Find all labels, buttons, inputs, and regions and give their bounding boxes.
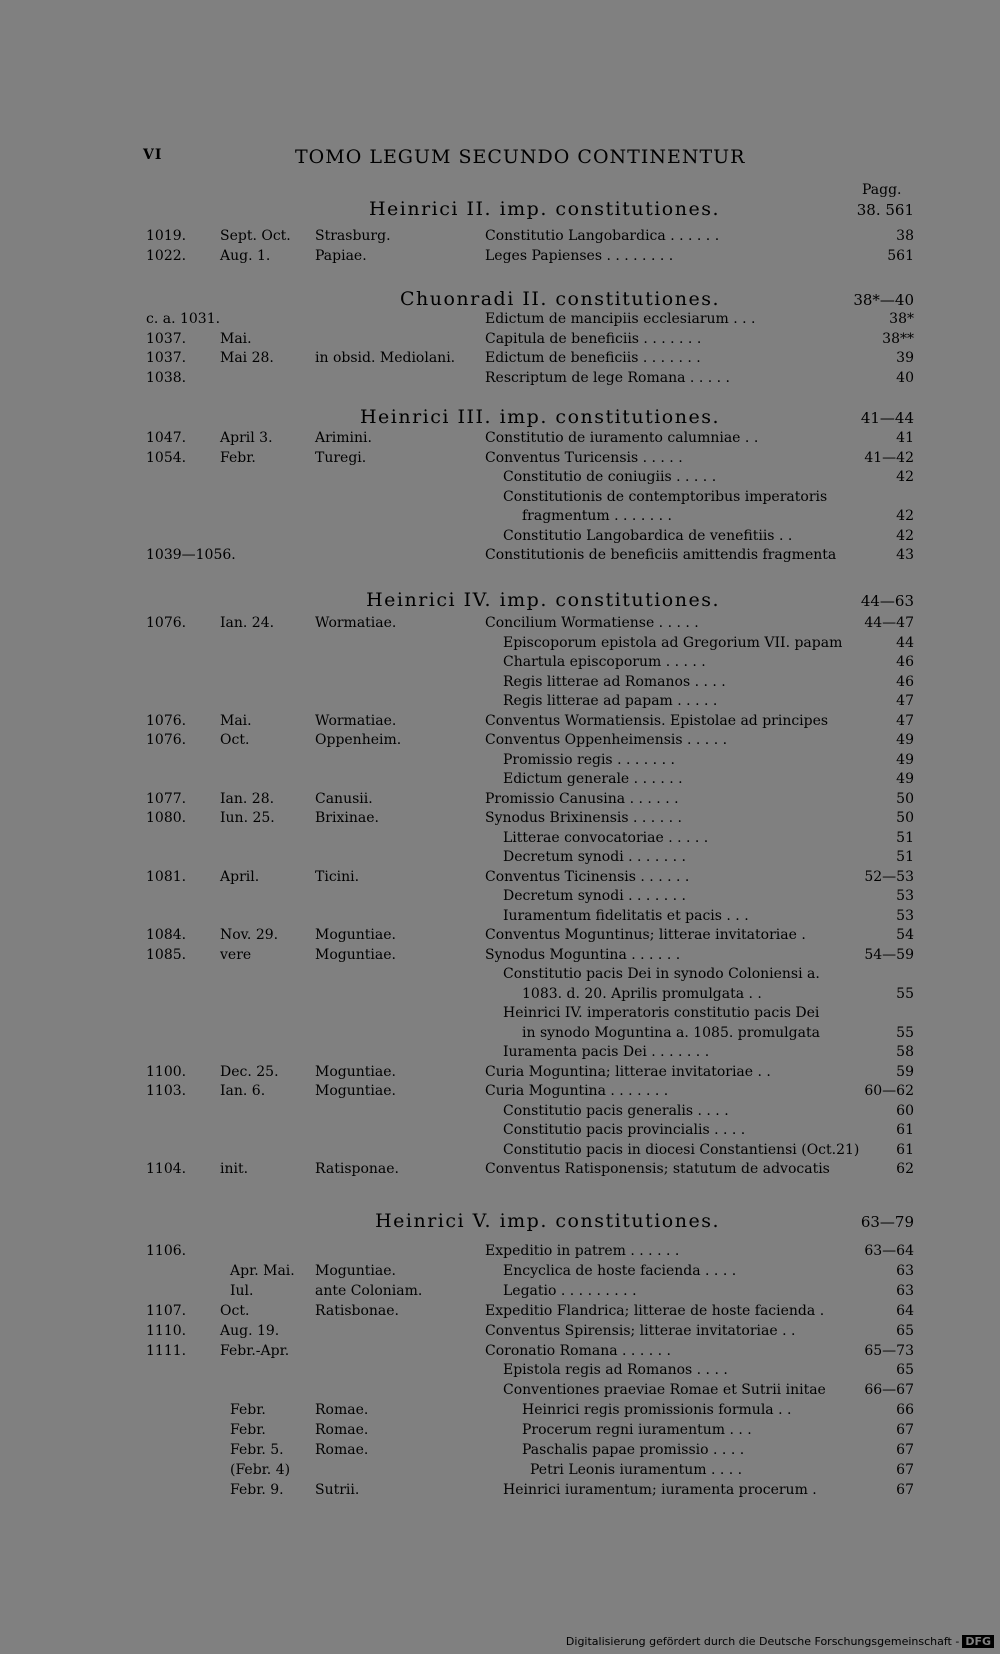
entry-title: Constitutionis de contemptoribus imperatoris	[503, 488, 828, 505]
page-number: VI	[143, 147, 163, 163]
entry-date: Apr. Mai.	[230, 1262, 295, 1279]
entry-page: 40	[896, 369, 914, 386]
entry-place: Ratisponae.	[315, 1161, 399, 1177]
entry-page: 67	[896, 1481, 914, 1498]
entry-place: Wormatiae.	[315, 712, 397, 729]
entry-page: 53	[896, 888, 914, 904]
entry-page: 53	[896, 907, 914, 924]
toc-entry	[0, 1005, 1000, 1025]
toc-entry	[0, 1343, 1000, 1363]
entry-title: Conventus Moguntinus; litterae invitatoriae .	[485, 927, 806, 943]
entry-page: 39	[896, 350, 914, 366]
toc-entry	[0, 927, 1000, 947]
toc-entry	[0, 1382, 1000, 1402]
entry-title: Expeditio in patrem . . . . . .	[485, 1243, 680, 1259]
entry-date: Sept. Oct.	[220, 228, 291, 244]
entry-date: init.	[220, 1161, 249, 1177]
toc-entry	[0, 469, 1000, 489]
entry-date: Febr. 9.	[230, 1481, 284, 1498]
entry-year: 1100.	[146, 1063, 187, 1080]
toc-entry	[0, 752, 1000, 772]
toc-entry	[0, 713, 1000, 733]
entry-title: Edictum de mancipiis ecclesiarum . . .	[485, 311, 756, 327]
section-pages: 38*—40	[853, 291, 914, 309]
entry-year: 1076.	[146, 615, 187, 631]
toc-entry	[0, 1044, 1000, 1064]
entry-title: Synodus Moguntina . . . . . .	[485, 946, 681, 963]
entry-year: 1037.	[146, 350, 187, 366]
entry-year: 1037.	[146, 330, 187, 347]
section-pages: 38. 561	[856, 201, 914, 219]
entry-page: 51	[896, 829, 914, 846]
entry-place: Ticini.	[315, 868, 360, 885]
entry-date: Nov. 29.	[220, 927, 279, 943]
toc-entry	[0, 248, 1000, 268]
entry-place: Brixinae.	[315, 810, 379, 826]
entry-page: 42	[896, 469, 914, 485]
entry-place: ante Coloniam.	[315, 1282, 423, 1299]
entry-title: Conventiones praeviae Romae et Sutrii initae	[503, 1382, 826, 1399]
entry-page: 65	[896, 1362, 914, 1379]
entry-title: Edictum de beneficiis . . . . . . .	[485, 350, 701, 366]
entry-title: Legatio . . . . . . . . .	[503, 1282, 637, 1299]
entry-title: Decretum synodi . . . . . . .	[503, 849, 686, 865]
entry-title: Constitutio pacis Dei in synodo Coloniensi a.	[503, 966, 820, 982]
entry-page: 61	[896, 1122, 914, 1138]
entry-page: 67	[896, 1442, 914, 1458]
entry-title: Rescriptum de lege Romana . . . . .	[485, 369, 730, 386]
toc-entry	[0, 888, 1000, 908]
entry-page: 66	[896, 1402, 914, 1419]
toc-entry	[0, 1122, 1000, 1142]
entry-title: Constitutio Langobardica . . . . . .	[485, 228, 720, 244]
entry-date: April.	[220, 868, 260, 885]
entry-page: 50	[896, 810, 914, 826]
entry-date: Febr.-Apr.	[220, 1342, 290, 1359]
toc-entry	[0, 350, 1000, 370]
toc-entry	[0, 489, 1000, 509]
entry-title: Constitutio de iuramento calumniae . .	[485, 430, 759, 446]
toc-entry	[0, 908, 1000, 928]
entry-page: 50	[896, 790, 914, 807]
entry-year: 1111.	[146, 1342, 187, 1359]
entry-page: 49	[896, 771, 914, 787]
entry-page: 65—73	[864, 1342, 914, 1359]
toc-entry	[0, 1462, 1000, 1482]
entry-title: 1083. d. 20. Aprilis promulgata . .	[522, 985, 762, 1002]
entry-date: Febr. 5.	[230, 1442, 284, 1458]
entry-page: 63	[896, 1262, 914, 1279]
entry-page: 47	[896, 693, 914, 709]
toc-entry	[0, 791, 1000, 811]
entry-date: Iul.	[230, 1282, 254, 1299]
toc-entry	[0, 1422, 1000, 1442]
entry-place: Arimini.	[315, 430, 372, 446]
running-title: TOMO LEGUM SECUNDO CONTINENTUR	[295, 146, 746, 168]
entry-place: Moguntiae.	[315, 1262, 396, 1279]
entry-year: 1107.	[146, 1302, 187, 1319]
entry-page: 55	[896, 1024, 914, 1041]
entry-place: Turegi.	[315, 449, 367, 466]
entry-page: 63—64	[864, 1243, 914, 1259]
toc-entry	[0, 311, 1000, 331]
entry-place: Romae.	[315, 1422, 369, 1439]
toc-entry	[0, 1482, 1000, 1502]
entry-title: Encyclica de hoste facienda . . . .	[503, 1262, 737, 1279]
entry-title: Regis litterae ad papam . . . . .	[503, 693, 718, 709]
entry-place: Oppenheim.	[315, 732, 402, 748]
entry-page: 38*	[889, 311, 914, 327]
entry-date: vere	[220, 946, 252, 963]
entry-page: 54—59	[864, 946, 914, 963]
toc-entry	[0, 1283, 1000, 1303]
entry-page: 55	[896, 985, 914, 1002]
toc-entry	[0, 547, 1000, 567]
entry-page: 60	[896, 1102, 914, 1119]
entry-page: 62	[896, 1161, 914, 1177]
toc-entry	[0, 1083, 1000, 1103]
toc-entry	[0, 450, 1000, 470]
entry-title: Constitutio pacis provincialis . . . .	[503, 1122, 746, 1138]
dfg-logo: DFG	[962, 1635, 994, 1648]
entry-title: in synodo Moguntina a. 1085. promulgata	[522, 1024, 820, 1041]
toc-entry	[0, 1142, 1000, 1162]
entry-title: Curia Moguntina; litterae invitatoriae . .	[485, 1063, 771, 1080]
entry-date: Febr.	[220, 449, 256, 466]
toc-entry	[0, 986, 1000, 1006]
toc-entry	[0, 674, 1000, 694]
entry-page: 44—47	[864, 615, 914, 631]
entry-place: Canusii.	[315, 790, 373, 807]
entry-place: Ratisbonae.	[315, 1302, 399, 1319]
entry-title: Decretum synodi . . . . . . .	[503, 888, 686, 904]
footer-text: Digitalisierung gefördert durch die Deutsche Forschungsgemeinschaft -	[565, 1635, 960, 1648]
entry-title: Heinrici iuramentum; iuramenta procerum .	[503, 1481, 817, 1498]
entry-page: 42	[896, 527, 914, 544]
entry-date: Ian. 28.	[220, 790, 275, 807]
entry-page: 46	[896, 654, 914, 670]
entry-title: Leges Papienses . . . . . . . .	[485, 247, 674, 264]
toc-entry	[0, 654, 1000, 674]
entry-date: Mai.	[220, 712, 252, 729]
toc-entry	[0, 1103, 1000, 1123]
entry-title: Regis litterae ad Romanos . . . .	[503, 673, 726, 690]
entry-page: 42	[896, 508, 914, 524]
entry-year: 1104.	[146, 1161, 187, 1177]
entry-title: Conventus Spirensis; litterae invitatoriae . .	[485, 1322, 796, 1339]
toc-entry	[0, 635, 1000, 655]
entry-year: 1076.	[146, 732, 187, 748]
entry-page: 44	[896, 634, 914, 651]
toc-entry	[0, 430, 1000, 450]
entry-page: 43	[896, 547, 914, 563]
entry-date: Oct.	[220, 1302, 250, 1319]
entry-title: Conventus Wormatiensis. Epistolae ad principes	[485, 712, 829, 729]
toc-entry	[0, 1263, 1000, 1283]
toc-entry	[0, 966, 1000, 986]
entry-page: 54	[896, 927, 914, 943]
entry-page: 61	[896, 1141, 914, 1158]
toc-entry	[0, 947, 1000, 967]
entry-year: 1081.	[146, 868, 187, 885]
section-title: Heinrici III. imp. constitutiones.	[359, 406, 720, 428]
entry-title: Promissio regis . . . . . . .	[503, 751, 675, 768]
section-pages: 63—79	[860, 1213, 914, 1231]
entry-page: 46	[896, 673, 914, 690]
entry-title: Curia Moguntina . . . . . . .	[485, 1083, 669, 1099]
toc-entry	[0, 1402, 1000, 1422]
entry-date: Oct.	[220, 732, 250, 748]
toc-entry	[0, 1064, 1000, 1084]
entry-page: 52—53	[864, 868, 914, 885]
entry-place: Wormatiae.	[315, 615, 397, 631]
entry-title: Conventus Oppenheimensis . . . . .	[485, 732, 728, 748]
toc-entry	[0, 1442, 1000, 1462]
entry-place: in obsid. Mediolani.	[315, 350, 456, 366]
entry-page: 41—42	[864, 449, 914, 466]
entry-title: Epistola regis ad Romanos . . . .	[503, 1362, 728, 1379]
pagg-label: Pagg.	[862, 182, 902, 198]
entry-page: 561	[887, 247, 914, 264]
entry-year: 1022.	[146, 247, 187, 264]
entry-date: Ian. 6.	[220, 1083, 266, 1099]
entry-title: Coronatio Romana . . . . . .	[485, 1342, 671, 1359]
entry-title: Edictum generale . . . . . .	[503, 771, 683, 787]
toc-entry	[0, 771, 1000, 791]
section-title: Heinrici IV. imp. constitutiones.	[366, 589, 720, 611]
entry-date: April 3.	[220, 430, 273, 446]
toc-entry	[0, 732, 1000, 752]
entry-title: Promissio Canusina . . . . . .	[485, 790, 679, 807]
entry-page: 58	[896, 1044, 914, 1060]
entry-page: 64	[896, 1302, 914, 1319]
entry-date: Dec. 25.	[220, 1063, 279, 1080]
section-title: Heinrici II. imp. constitutiones.	[368, 198, 720, 220]
entry-title: Heinrici IV. imperatoris constitutio pacis Dei	[503, 1005, 820, 1021]
entry-title: Paschalis papae promissio . . . .	[522, 1442, 745, 1458]
entry-page: 41	[896, 430, 914, 446]
entry-place: Papiae.	[315, 247, 367, 264]
entry-title: Heinrici regis promissionis formula . .	[522, 1402, 792, 1419]
entry-title: Constitutio Langobardica de venefitiis . .	[503, 527, 793, 544]
entry-page: 47	[896, 712, 914, 729]
entry-title: Constitutionis de beneficiis amittendis fragmenta	[485, 547, 837, 563]
entry-title: Iuramentum fidelitatis et pacis . . .	[503, 907, 749, 924]
toc-entry	[0, 370, 1000, 390]
entry-page: 63	[896, 1282, 914, 1299]
toc-entry	[0, 810, 1000, 830]
entry-year: 1038.	[146, 369, 187, 386]
entry-title: fragmentum . . . . . . .	[522, 508, 672, 524]
entry-title: Synodus Brixinensis . . . . . .	[485, 810, 682, 826]
entry-page: 60—62	[864, 1083, 914, 1099]
entry-date: Ian. 24.	[220, 615, 275, 631]
entry-title: Iuramenta pacis Dei . . . . . . .	[503, 1044, 710, 1060]
entry-page: 38**	[882, 330, 914, 347]
entry-place: Moguntiae.	[315, 927, 396, 943]
entry-page: 38	[896, 228, 914, 244]
toc-entry	[0, 331, 1000, 351]
entry-date: Mai.	[220, 330, 252, 347]
entry-date: Aug. 19.	[220, 1322, 280, 1339]
entry-place: Moguntiae.	[315, 946, 396, 963]
entry-page: 67	[896, 1422, 914, 1439]
entry-title: Constitutio pacis generalis . . . .	[503, 1102, 729, 1119]
entry-place: Strasburg.	[315, 228, 391, 244]
entry-page: 66—67	[864, 1382, 914, 1399]
entry-year: 1106.	[146, 1243, 187, 1259]
entry-date: (Febr. 4)	[230, 1461, 291, 1478]
toc-entry	[0, 508, 1000, 528]
entry-place: Sutrii.	[315, 1481, 360, 1498]
toc-entry	[0, 693, 1000, 713]
entry-year: 1019.	[146, 228, 187, 244]
entry-year: 1076.	[146, 712, 187, 729]
entry-title: Constitutio de coniugiis . . . . .	[503, 469, 717, 485]
entry-date: Aug. 1.	[220, 247, 271, 264]
entry-date: Febr.	[230, 1402, 266, 1419]
entry-year: 1080.	[146, 810, 187, 826]
entry-page: 49	[896, 751, 914, 768]
entry-title: Litterae convocatoriae . . . . .	[503, 829, 709, 846]
entry-year: 1077.	[146, 790, 187, 807]
section-title: Heinrici V. imp. constitutiones.	[375, 1210, 720, 1232]
entry-date: Febr.	[230, 1422, 266, 1439]
entry-place: Moguntiae.	[315, 1083, 396, 1099]
entry-page: 67	[896, 1461, 914, 1478]
entry-title: Episcoporum epistola ad Gregorium VII. papam	[503, 634, 843, 651]
entry-place: Romae.	[315, 1442, 369, 1458]
toc-entry	[0, 1362, 1000, 1382]
entry-page: 59	[896, 1063, 914, 1080]
footer-credit	[566, 1635, 994, 1648]
toc-entry	[0, 830, 1000, 850]
entry-page: 49	[896, 732, 914, 748]
section-pages: 44—63	[860, 592, 914, 610]
toc-entry	[0, 615, 1000, 635]
toc-entry	[0, 1303, 1000, 1323]
entry-title: Petri Leonis iuramentum . . . .	[530, 1461, 743, 1478]
entry-year: 1084.	[146, 927, 187, 943]
entry-date: Iun. 25.	[220, 810, 275, 826]
toc-entry	[0, 1025, 1000, 1045]
section-pages: 41—44	[860, 409, 914, 427]
entry-title: Procerum regni iuramentum . . .	[522, 1422, 752, 1439]
toc-entry	[0, 528, 1000, 548]
toc-entry	[0, 1161, 1000, 1181]
entry-title: Chartula episcoporum . . . . .	[503, 654, 706, 670]
entry-year: 1054.	[146, 449, 187, 466]
entry-year: 1085.	[146, 946, 187, 963]
entry-year: 1047.	[146, 430, 187, 446]
entry-page: 51	[896, 849, 914, 865]
entry-title: Capitula de beneficiis . . . . . . .	[485, 330, 702, 347]
toc-entry	[0, 1323, 1000, 1343]
entry-date: Mai 28.	[220, 350, 274, 366]
entry-place: Moguntiae.	[315, 1063, 396, 1080]
entry-page: 65	[896, 1322, 914, 1339]
section-title: Chuonradi II. constitutiones.	[399, 288, 720, 310]
entry-title: Constitutio pacis in diocesi Constantiensi (Oct.21)	[503, 1141, 860, 1158]
entry-title: Conventus Ratisponensis; statutum de advocatis	[485, 1161, 830, 1177]
entry-year: 1103.	[146, 1083, 187, 1099]
entry-title: Concilium Wormatiense . . . . .	[485, 615, 699, 631]
toc-entry	[0, 228, 1000, 248]
toc-entry	[0, 1243, 1000, 1263]
entry-year: c. a. 1031.	[146, 311, 221, 327]
entry-place: Romae.	[315, 1402, 369, 1419]
entry-year: 1110.	[146, 1322, 187, 1339]
entry-title: Expeditio Flandrica; litterae de hoste facienda .	[485, 1302, 825, 1319]
entry-title: Conventus Turicensis . . . . .	[485, 449, 683, 466]
entry-year: 1039—1056.	[146, 547, 236, 563]
toc-entry	[0, 849, 1000, 869]
entry-title: Conventus Ticinensis . . . . . .	[485, 868, 690, 885]
toc-entry	[0, 869, 1000, 889]
